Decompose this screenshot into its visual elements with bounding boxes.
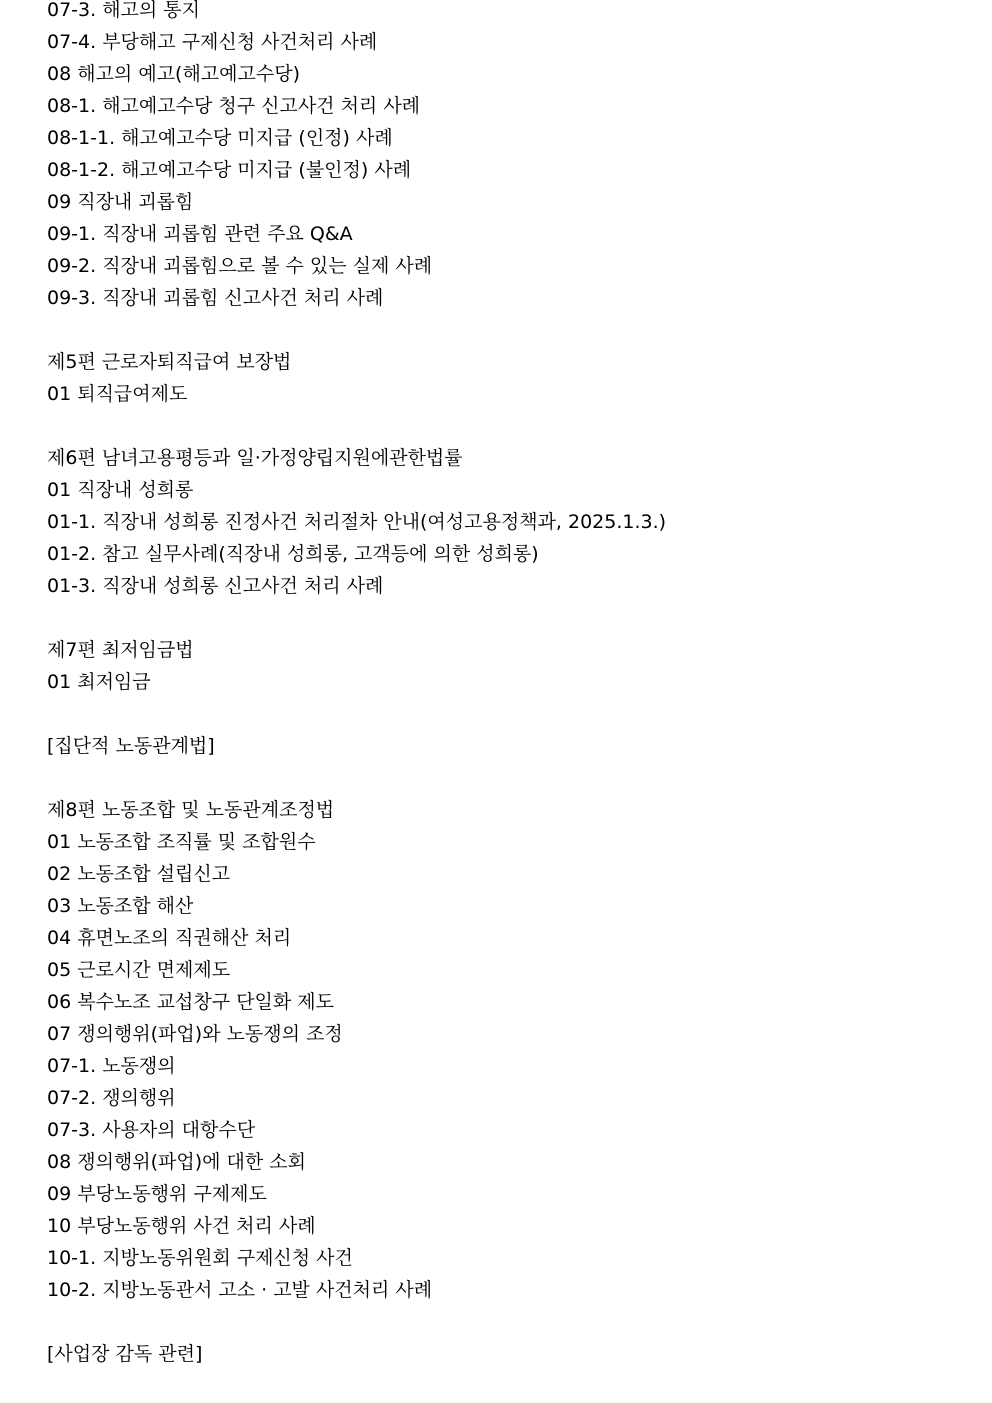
part-heading: [집단적 노동관계법] (47, 735, 215, 757)
text-line: 07-1. 노동쟁의 (47, 1055, 176, 1077)
blank-line (47, 698, 967, 730)
text-line: 01 최저임금 (47, 671, 151, 693)
text-line: 09-3. 직장내 괴롭힘 신고사건 처리 사례 (47, 287, 384, 309)
text-line: 07-4. 부당해고 구제신청 사건처리 사례 (47, 31, 378, 53)
section-title: 제5편 근로자퇴직급여 보장법 (47, 351, 292, 373)
text-line: 01-3. 직장내 성희롱 신고사건 처리 사례 (47, 575, 384, 597)
text-line: 10-1. 지방노동위원회 구제신청 사건 (47, 1247, 353, 1269)
blank-line (47, 762, 967, 794)
blank-line (47, 1306, 967, 1338)
part-heading: [사업장 감독 관련] (47, 1343, 203, 1365)
text-line: 04 휴면노조의 직권해산 처리 (47, 927, 292, 949)
text-line: 09-2. 직장내 괴롭힘으로 볼 수 있는 실제 사례 (47, 255, 433, 277)
text-line: 09 부당노동행위 구제제도 (47, 1183, 267, 1205)
text-line: 07 쟁의행위(파업)와 노동쟁의 조정 (47, 1023, 343, 1045)
text-line: 01-2. 참고 실무사례(직장내 성희롱, 고객등에 의한 성희롱) (47, 543, 539, 565)
text-line: 01-1. 직장내 성희롱 진정사건 처리절차 안내(여성고용정책과, 2025.1.3.) (47, 511, 667, 533)
blank-line (47, 602, 967, 634)
text-line: 07-2. 쟁의행위 (47, 1087, 176, 1109)
text-line: 06 복수노조 교섭창구 단일화 제도 (47, 991, 334, 1013)
blank-line (47, 314, 967, 346)
text-line: 09 직장내 괴롭힘 (47, 191, 194, 213)
text-line: 10-2. 지방노동관서 고소 · 고발 사건처리 사례 (47, 1279, 433, 1301)
section-title: 제8편 노동조합 및 노동관계조정법 (47, 799, 335, 821)
text-line: 08-1-1. 해고예고수당 미지급 (인정) 사례 (47, 127, 393, 149)
text-line: 10 부당노동행위 사건 처리 사례 (47, 1215, 316, 1237)
text-line: 09-1. 직장내 괴롭힘 관련 주요 Q&A (47, 223, 353, 245)
text-line: 01 퇴직급여제도 (47, 383, 188, 405)
text-line: 01 노동조합 조직률 및 조합원수 (47, 831, 316, 853)
text-line: 07-3. 해고의 통지 (47, 0, 201, 21)
section-title: 제6편 남녀고용평등과 일·가정양립지원에관한법률 (47, 447, 463, 469)
document-body (47, 0, 967, 1370)
text-line: 03 노동조합 해산 (47, 895, 194, 917)
section-title: 제7편 최저임금법 (47, 639, 194, 661)
text-line: 08 해고의 예고(해고예고수당) (47, 63, 300, 85)
text-line: 08-1. 해고예고수당 청구 신고사건 처리 사례 (47, 95, 421, 117)
text-line: 08 쟁의행위(파업)에 대한 소회 (47, 1151, 307, 1173)
text-line: 08-1-2. 해고예고수당 미지급 (불인정) 사례 (47, 159, 412, 181)
text-line: 07-3. 사용자의 대항수단 (47, 1119, 256, 1141)
text-line: 02 노동조합 설립신고 (47, 863, 231, 885)
text-line: 05 근로시간 면제제도 (47, 959, 231, 981)
blank-line (47, 410, 967, 442)
text-line: 01 직장내 성희롱 (47, 479, 194, 501)
